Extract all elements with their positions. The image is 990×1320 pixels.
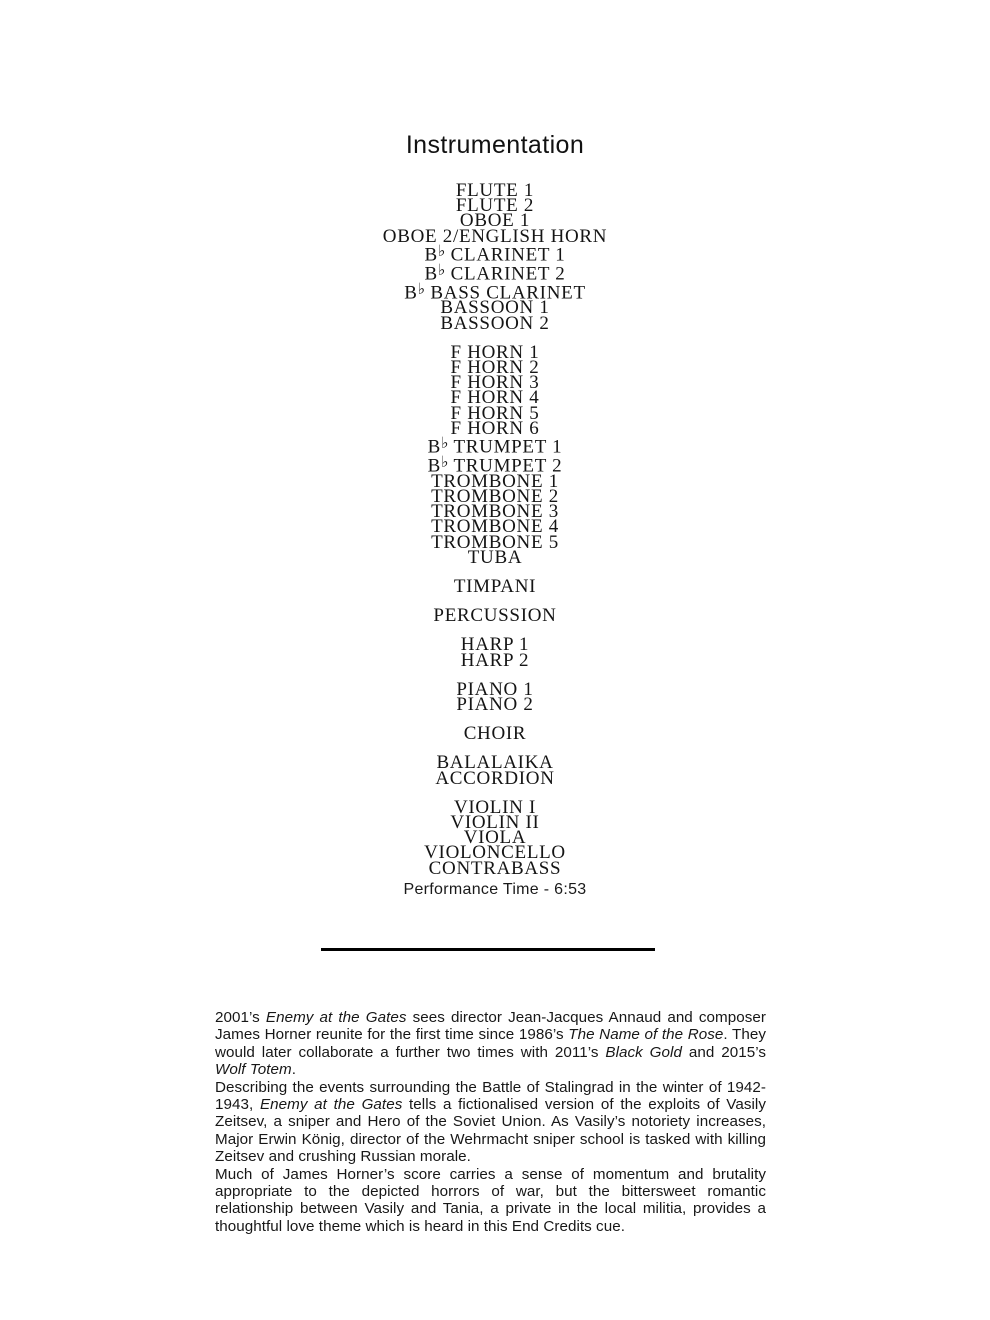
instrument-group-harps bbox=[0, 634, 990, 671]
instrument-group-pianos bbox=[0, 678, 990, 716]
section-divider bbox=[321, 948, 655, 951]
flat-symbol-icon: ♭ bbox=[437, 242, 446, 260]
instrument-line: VIOLONCELLO bbox=[424, 842, 566, 864]
page-title: Instrumentation bbox=[405, 131, 585, 159]
instrument-group-folk-instruments bbox=[0, 752, 990, 789]
instrument-line: TUBA bbox=[467, 546, 523, 568]
film-title: Enemy at the Gates bbox=[259, 1096, 403, 1114]
instrument-line: F HORN 2 bbox=[450, 357, 540, 379]
instrument-line: F HORN 4 bbox=[450, 387, 540, 409]
film-title: Wolf Totem bbox=[215, 1061, 292, 1079]
instrument-line: PIANO 2 bbox=[456, 694, 534, 716]
instrument-line: TROMBONE 3 bbox=[431, 501, 559, 523]
instrument-line: B♭ CLARINET 1 bbox=[424, 242, 566, 266]
instrument-line: TIMPANI bbox=[453, 576, 537, 598]
instrument-line: B♭ TRUMPET 1 bbox=[427, 435, 563, 458]
instrument-group-brass bbox=[0, 341, 990, 568]
instrument-line: VIOLA bbox=[463, 827, 527, 849]
instrument-line: B♭ TRUMPET 2 bbox=[427, 453, 563, 477]
instrument-line: HARP 1 bbox=[460, 634, 530, 656]
instrument-line: ACCORDION bbox=[435, 767, 555, 789]
instrument-line: OBOE 2/ENGLISH HORN bbox=[382, 225, 608, 247]
instrument-line: OBOE 1 bbox=[459, 210, 531, 232]
instrument-line: BASSOON 1 bbox=[440, 297, 550, 319]
instrument-group-timpani bbox=[0, 576, 990, 598]
instrument-line: BASSOON 2 bbox=[440, 312, 550, 334]
instrument-line: F HORN 1 bbox=[450, 341, 540, 363]
flat-symbol-icon: ♭ bbox=[441, 453, 449, 471]
instrument-line: BALALAIKA bbox=[436, 752, 554, 774]
instrument-line: CHOIR bbox=[463, 723, 527, 745]
instrument-line: PIANO 1 bbox=[456, 678, 534, 700]
instrument-line: HARP 2 bbox=[460, 649, 530, 671]
performance-time: Performance Time - 6:53 bbox=[403, 881, 587, 898]
instrument-line: VIOLIN I bbox=[453, 796, 537, 818]
program-note-paragraph: Describing the events surrounding the Battle of Stalingrad in the winter of 1942-1943, Enemy at the Gates tells a fictionalised version of the exploits of Vasily Zeitsev, a sniper and Hero of the Soviet Union. As Vasily’s notoriety increases, Major Erwin König, director of the Wehrmacht sniper school is tasked with killing Zeitsev and crushing Russian morale. bbox=[215, 1078, 766, 1166]
program-note-paragraph: Much of James Horner’s score carries a sense of momentum and brutality appropriate to the depicted horrors of war, but the bittersweet romantic relationship between Vasily and Tania, a private in the local militia, provides a thoughtful love theme which is heard in this End Credits cue. bbox=[215, 1165, 766, 1235]
instrument-line: B♭ BASS CLARINET bbox=[404, 280, 586, 304]
instrument-line: F HORN 5 bbox=[450, 402, 540, 424]
instrument-group-woodwinds bbox=[0, 180, 990, 334]
instrument-group-percussion bbox=[0, 605, 990, 627]
flat-symbol-icon: ♭ bbox=[417, 280, 425, 298]
instrument-line: TROMBONE 1 bbox=[431, 470, 559, 492]
instrument-line: TROMBONE 5 bbox=[431, 531, 559, 553]
instrument-line: FLUTE 2 bbox=[455, 195, 535, 217]
instrument-line: F HORN 3 bbox=[450, 372, 540, 394]
instrument-group-choir bbox=[0, 723, 990, 745]
instrument-line: F HORN 6 bbox=[450, 417, 540, 439]
instrument-line: FLUTE 1 bbox=[455, 180, 535, 201]
flat-symbol-icon: ♭ bbox=[437, 261, 446, 279]
instrumentation-list bbox=[0, 180, 990, 879]
film-title: Black Gold bbox=[605, 1043, 682, 1061]
instrument-line: TROMBONE 4 bbox=[431, 516, 559, 538]
instrument-group-strings bbox=[0, 796, 990, 879]
instrument-line: CONTRABASS bbox=[428, 857, 562, 879]
instrument-line: TROMBONE 2 bbox=[431, 486, 559, 508]
program-note-paragraph: 2001’s Enemy at the Gates sees director Jean-Jacques Annaud and composer James Horner reunite for the first time since 1986’s The Name of the Rose. They would later collaborate a further two times with 2011’s Black Gold and 2015’s Wolf Totem. bbox=[215, 1009, 766, 1079]
instrument-line: VIOLIN II bbox=[450, 812, 540, 834]
film-title: Enemy at the Gates bbox=[265, 1009, 407, 1026]
instrument-line: B♭ CLARINET 2 bbox=[424, 261, 566, 285]
instrument-line: PERCUSSION bbox=[433, 605, 557, 627]
flat-symbol-icon: ♭ bbox=[441, 435, 449, 453]
program-notes bbox=[215, 1009, 766, 1235]
film-title: The Name of the Rose bbox=[568, 1026, 724, 1044]
